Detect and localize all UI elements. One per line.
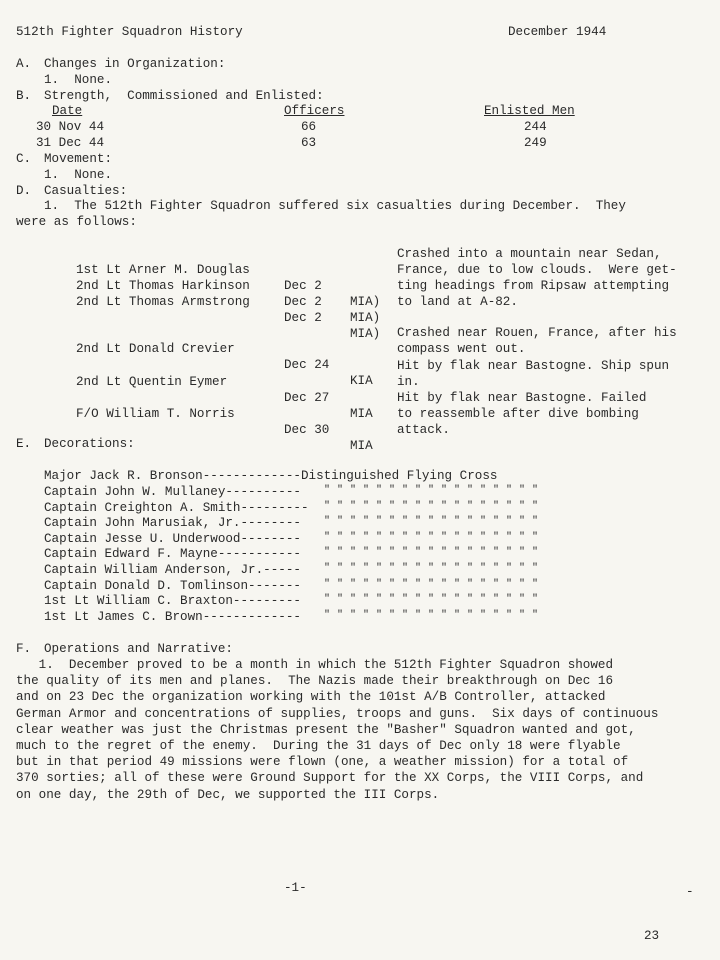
casualty-date: Dec 2	[284, 311, 322, 325]
decoration-name: 1st Lt William C. Braxton---------	[44, 594, 301, 609]
ditto-marks: " " " " " " " " " " " " " " " " "	[324, 531, 539, 543]
section-f-heading: Operations and Narrative:	[44, 642, 233, 656]
casualty-status: KIA	[350, 374, 373, 388]
decoration-name: Captain John W. Mullaney----------	[44, 485, 301, 499]
section-f-letter: F.	[16, 642, 32, 656]
casualty-name: 2nd Lt Thomas Harkinson	[76, 279, 250, 293]
document-date: December 1944	[508, 25, 607, 39]
section-a-item: 1. None.	[44, 73, 113, 87]
casualty-note: Hit by flak near Bastogne. Ship spun in.	[397, 359, 670, 389]
section-d-heading: Casualties:	[44, 184, 128, 198]
narrative-line: 370 sorties; all of these were Ground Support for the XX Corps, the VIII Corps, and	[16, 771, 644, 786]
ditto-marks: " " " " " " " " " " " " " " " " "	[324, 609, 539, 621]
casualty-name: 2nd Lt Thomas Armstrong	[76, 295, 250, 309]
casualty-date: Dec 2	[284, 295, 322, 309]
ditto-marks: " " " " " " " " " " " " " " " " "	[324, 500, 539, 512]
section-c-letter: C.	[16, 152, 32, 166]
narrative-line: clear weather was just the Christmas present the "Basher" Squadron wanted and got,	[16, 722, 636, 737]
casualty-date: Dec 30	[284, 423, 330, 437]
narrative-line: the quality of its men and planes. The Nazis made their breakthrough on Dec 16	[16, 674, 614, 689]
casualties-intro: 1. The 512th Fighter Squadron suffered six casualties during December. They	[44, 199, 626, 213]
casualty-note: Crashed near Rouen, France, after his compass went out.	[397, 326, 677, 356]
casualty-name: 2nd Lt Donald Crevier	[76, 342, 235, 356]
casualty-status: MIA)	[350, 295, 381, 309]
casualty-status: MIA)	[350, 327, 381, 341]
casualty-note: Crashed into a mountain near Sedan, France, due to low clouds. Were get- ting headings from Ripsaw attempting to land at A-82.	[397, 247, 677, 309]
section-c-heading: Movement:	[44, 152, 113, 166]
ditto-marks: " " " " " " " " " " " " " " " " "	[324, 594, 539, 606]
narrative-line: 1. December proved to be a month in which the 512th Fighter Squadron showed	[16, 658, 614, 672]
casualty-note: Hit by flak near Bastogne. Failed to reassemble after dive bombing attack.	[397, 391, 647, 437]
section-e-letter: E.	[16, 437, 32, 451]
casualty-status: MIA	[350, 407, 373, 421]
decoration-name: 1st Lt James C. Brown-------------	[44, 609, 301, 624]
section-a-letter: A.	[16, 57, 32, 71]
decoration-name: Captain Edward F. Mayne-----------	[44, 547, 301, 562]
casualty-name: 2nd Lt Quentin Eymer	[76, 375, 228, 389]
ditto-marks: " " " " " " " " " " " " " " " " "	[324, 516, 539, 528]
casualties-intro-cont: were as follows:	[16, 215, 137, 229]
narrative-line: German Armor and concentrations of supplies, troops and guns. Six days of continuous	[16, 706, 659, 721]
strength-col-officers: Officers	[284, 104, 345, 118]
section-c-item: 1. None.	[44, 168, 113, 182]
section-e-heading: Decorations:	[44, 437, 135, 451]
decoration-name: Captain Donald D. Tomlinson-------	[44, 578, 301, 593]
document-title: 512th Fighter Squadron History	[16, 25, 243, 39]
decoration-name: Captain Jesse U. Underwood--------	[44, 531, 301, 546]
ditto-marks: " " " " " " " " " " " " " " " " "	[324, 547, 539, 559]
ditto-marks: " " " " " " " " " " " " " " " " "	[324, 485, 539, 496]
decoration-row: Major Jack R. Bronson-------------Distinguished Flying Cross	[44, 469, 498, 483]
ditto-marks: " " " " " " " " " " " " " " " " "	[324, 563, 539, 574]
section-b-letter: B.	[16, 89, 32, 103]
decoration-name: Captain John Marusiak, Jr.--------	[44, 516, 301, 531]
strength-col-date: Date	[52, 104, 83, 118]
casualty-date: Dec 24	[284, 358, 330, 372]
strength-row-enlisted: 249	[524, 136, 547, 150]
stray-mark: -	[686, 885, 694, 899]
casualty-date: Dec 27	[284, 391, 330, 405]
casualty-status: MIA	[350, 439, 373, 453]
casualty-date: Dec 2	[284, 279, 322, 293]
section-a-heading: Changes in Organization:	[44, 57, 226, 71]
strength-row-date: 30 Nov 44	[36, 120, 105, 134]
strength-row-officers: 63	[301, 136, 317, 150]
narrative-line: much to the regret of the enemy. During the 31 days of Dec only 18 were flyable	[16, 739, 621, 753]
narrative-line: on one day, the 29th of Dec, we supported the III Corps.	[16, 787, 440, 802]
strength-row-enlisted: 244	[524, 120, 547, 134]
decoration-name: Captain William Anderson, Jr.-----	[44, 563, 301, 577]
page-marker: -1-	[284, 881, 307, 895]
strength-row-date: 31 Dec 44	[36, 136, 105, 150]
page-number: 23	[644, 929, 660, 943]
decoration-name: Captain Creighton A. Smith---------	[44, 500, 309, 515]
ditto-marks: " " " " " " " " " " " " " " " " "	[324, 578, 539, 590]
strength-col-enlisted: Enlisted Men	[484, 104, 575, 118]
strength-row-officers: 66	[301, 120, 317, 134]
casualty-name: 1st Lt Arner M. Douglas	[76, 263, 250, 277]
section-d-letter: D.	[16, 184, 32, 198]
narrative-line: and on 23 Dec the organization working with the 101st A/B Controller, attacked	[16, 690, 606, 705]
casualty-status: MIA)	[350, 311, 381, 325]
section-b-heading: Strength, Commissioned and Enlisted:	[44, 89, 324, 103]
casualty-name: F/O William T. Norris	[76, 407, 235, 421]
narrative-line: but in that period 49 missions were flown (one, a weather mission) for a total of	[16, 755, 629, 770]
